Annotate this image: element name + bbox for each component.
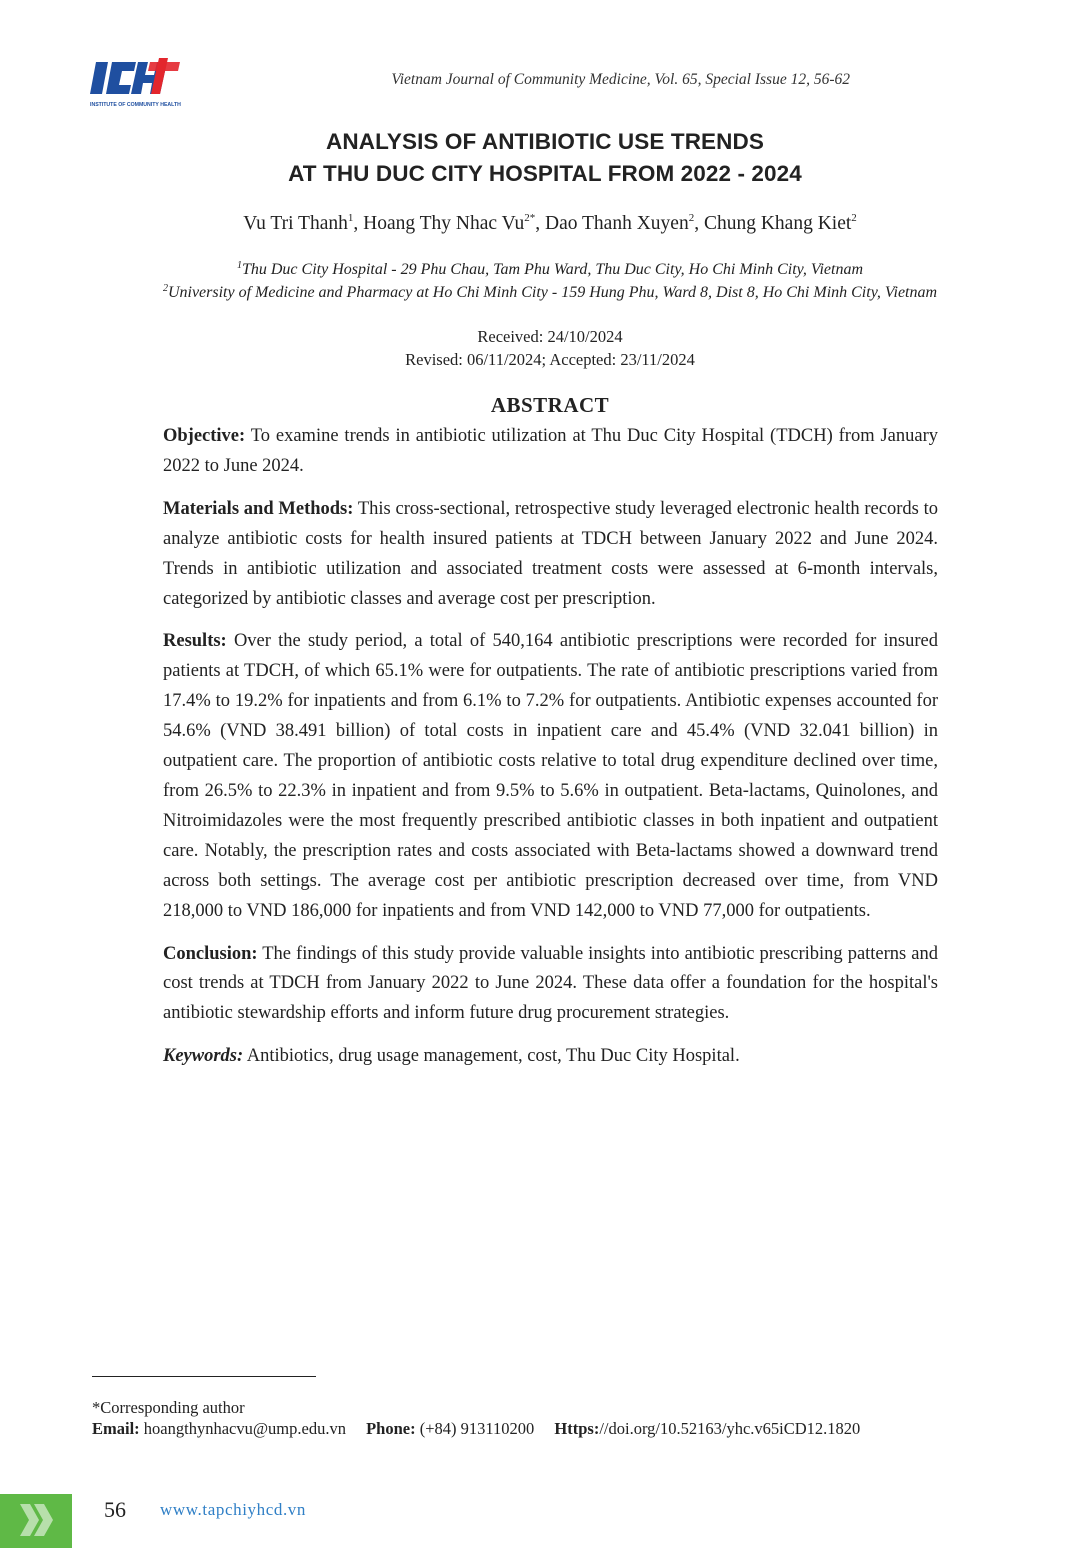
title-line-1: ANALYSIS OF ANTIBIOTIC USE TRENDS xyxy=(326,129,764,154)
journal-citation: Vietnam Journal of Community Medicine, Vol. 65, Special Issue 12, 56-62 xyxy=(391,71,850,88)
doi-label: Https: xyxy=(554,1419,600,1438)
objective-text: To examine trends in antibiotic utilization at Thu Duc City Hospital (TDCH) from January 2022 to June 2024. xyxy=(163,426,938,476)
author-affil-mark: 2 xyxy=(688,212,695,224)
affiliation-mark: 2 xyxy=(162,283,168,294)
abstract-objective xyxy=(163,422,938,482)
journal-logo xyxy=(88,58,184,110)
methods-label: Materials and Methods: xyxy=(163,498,354,519)
footnote-divider xyxy=(92,1376,316,1377)
contact-line xyxy=(92,1418,1042,1439)
abstract-conclusion xyxy=(163,940,938,1030)
journal-website-link[interactable]: www.tapchiyhcd.vn xyxy=(160,1500,307,1519)
double-chevron-right-icon xyxy=(18,1498,58,1542)
page-number: 56 xyxy=(104,1497,126,1522)
methods-text: This cross-sectional, retrospective study leveraged electronic health records to analyze antibiotic costs for health insured patients at TDCH between January 2022 and June 2024. Trends in antibiotic utilization and associated treatment costs were assessed at 6-month intervals, categorized by antibiotic classes and average cost per prescription. xyxy=(163,498,938,609)
article-title xyxy=(0,126,1090,190)
keywords-text: Antibiotics, drug usage management, cost, Thu Duc City Hospital. xyxy=(243,1046,740,1067)
objective-label: Objective: xyxy=(163,426,246,446)
author-affil-mark: 2* xyxy=(524,212,536,224)
abstract-results xyxy=(163,627,938,926)
author-sep: , xyxy=(353,213,364,234)
affiliation-2 xyxy=(0,284,1090,302)
email-label: Email: xyxy=(92,1419,140,1438)
author-sep: , xyxy=(694,213,704,234)
author-affil-mark: 1 xyxy=(347,212,354,224)
corresponding-author-note: *Corresponding author xyxy=(92,1398,245,1417)
title-line-2: AT THU DUC CITY HOSPITAL FROM 2022 - 2024 xyxy=(288,161,802,186)
phone-label: Phone: xyxy=(366,1419,416,1438)
logo-caption: INSTITUTE OF COMMUNITY HEALTH xyxy=(90,102,181,108)
doi-link[interactable]: //doi.org/10.52163/yhc.v65iCD12.1820 xyxy=(599,1419,861,1438)
footer-green-tab xyxy=(0,1494,72,1548)
author-name: Hoang Thy Nhac Vu xyxy=(363,213,525,234)
abstract-body xyxy=(163,422,938,1085)
author-affil-mark: 2 xyxy=(851,212,857,224)
keywords-label: Keywords: xyxy=(163,1046,244,1067)
abstract-heading: ABSTRACT xyxy=(490,393,610,417)
received-date: Received: 24/10/2024 xyxy=(477,327,623,346)
affiliation-text: University of Medicine and Pharmacy at Ho Chi Minh City - 159 Hung Phu, Ward 8, Dist 8, Ho Chi Minh City, Vietnam xyxy=(167,284,938,301)
results-text: Over the study period, a total of 540,164 antibiotic prescriptions were recorded for insured patients at TDCH, of which 65.1% were for outpatients. The rate of antibiotic prescriptions varied from 17.4% to 19.2% for inpatients and from 6.1% to 7.2% for outpatients. Antibiotic expenses accounted for 54.6% (VND 38.491 billion) of total costs in inpatient care and 45.4% (VND 32.041 billion) in outpatient care. The proportion of antibiotic costs relative to total drug expenditure declined over time, from 26.5% to 22.3% in inpatient and from 9.5% to 5.6% in outpatient. Beta-lactams, Quinolones, and Nitroimidazoles were the most frequently prescribed antibiotic classes in both inpatient and outpatient care. Notably, the prescription rates and costs associated with Beta-lactams showed a downward trend across both settings. The average cost per antibiotic prescription decreased over time, from VND 218,000 to VND 186,000 for inpatients and from VND 142,000 to VND 77,000 for outpatients. xyxy=(163,631,938,921)
author-name: Dao Thanh Xuyen xyxy=(545,213,689,234)
abstract-keywords xyxy=(163,1042,938,1072)
phone-number: (+84) 913110200 xyxy=(419,1419,535,1438)
conclusion-label: Conclusion: xyxy=(163,943,258,964)
affiliation-1 xyxy=(0,261,1090,279)
author-list xyxy=(0,213,1090,235)
conclusion-text: The findings of this study provide valuable insights into antibiotic prescribing patterns and cost trends at TDCH from January 2022 to June 2024. These data offer a foundation for the hospital's antibiotic stewardship efforts and inform future drug procurement strategies. xyxy=(163,943,938,1024)
abstract-methods xyxy=(163,495,938,615)
author-name: Chung Khang Kiet xyxy=(703,213,852,234)
article-dates xyxy=(0,325,1090,371)
email-link[interactable]: hoangthynhacvu@ump.edu.vn xyxy=(143,1419,346,1438)
author-sep: , xyxy=(535,213,545,234)
author-name: Vu Tri Thanh xyxy=(243,213,348,234)
results-label: Results: xyxy=(163,631,227,652)
revised-accepted-date: Revised: 06/11/2024; Accepted: 23/11/2024 xyxy=(405,350,695,369)
affiliation-text: Thu Duc City Hospital - 29 Phu Chau, Tam Phu Ward, Thu Duc City, Ho Chi Minh City, Vietnam xyxy=(241,261,864,278)
footnote xyxy=(92,1397,1042,1439)
affiliation-mark: 1 xyxy=(236,260,242,271)
